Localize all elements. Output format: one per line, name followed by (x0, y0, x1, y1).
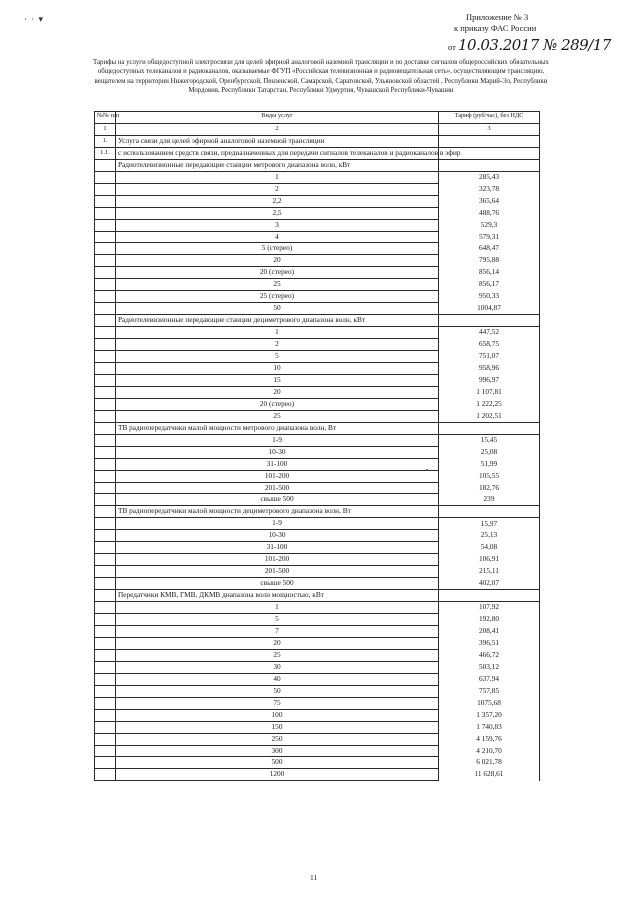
row-tariff-value: 958,96 (439, 363, 540, 375)
table-row (95, 542, 540, 554)
row-parameter: 40 (116, 673, 439, 685)
table-row (95, 363, 540, 375)
row-parameter: 10-30 (116, 530, 439, 542)
group-title: Радиотелевизионные передающие станции дециметрового диапазона волн, кВт (116, 315, 439, 327)
group-number-cell (95, 159, 116, 171)
row-tariff-value: 192,80 (439, 614, 540, 626)
table-row (95, 470, 540, 482)
row-tariff-value: 54,08 (439, 542, 540, 554)
row-number-cell (95, 231, 116, 243)
row-tariff-value: 529,3 (439, 219, 540, 231)
subsection-number: 1.1. (95, 147, 116, 159)
row-number-cell (95, 267, 116, 279)
row-number-cell (95, 482, 116, 494)
row-parameter: 25 (116, 649, 439, 661)
row-parameter: 101-200 (116, 554, 439, 566)
group-row (95, 422, 540, 434)
row-number-cell (95, 649, 116, 661)
row-number-cell (95, 494, 116, 506)
row-number-cell (95, 255, 116, 267)
row-number-cell (95, 470, 116, 482)
table-row (95, 482, 540, 494)
row-tariff-value: 4 159,76 (439, 733, 540, 745)
appendix-order: к приказу ФАС России (454, 23, 537, 33)
header-tariff: Тариф (руб/час), без НДС (439, 112, 540, 124)
table-row (95, 339, 540, 351)
row-parameter: 250 (116, 733, 439, 745)
group-row (95, 590, 540, 602)
group-title: Радиотелевизионные передающие станции метрового диапазона волн, кВт (116, 159, 439, 171)
table-row (95, 243, 540, 255)
row-number-cell (95, 614, 116, 626)
row-parameter: 100 (116, 709, 439, 721)
row-tariff-value: 106,91 (439, 554, 540, 566)
row-number-cell (95, 446, 116, 458)
table-row (95, 602, 540, 614)
row-tariff-value: 1 357,20 (439, 709, 540, 721)
section-tariff-cell (439, 135, 540, 147)
row-tariff-value: 856,17 (439, 279, 540, 291)
table-row (95, 267, 540, 279)
row-parameter: 1200 (116, 769, 439, 781)
appendix-block (448, 12, 618, 53)
table-row (95, 697, 540, 709)
row-number-cell (95, 530, 116, 542)
row-parameter: 500 (116, 757, 439, 769)
group-title: Передатчики КМВ, ГМВ, ДКМВ диапазона волн мощностью, кВт (116, 590, 439, 602)
row-tariff-value: 15,97 (439, 518, 540, 530)
scan-speck (426, 469, 428, 471)
table-row (95, 673, 540, 685)
row-number-cell (95, 721, 116, 733)
row-parameter: 2 (116, 339, 439, 351)
table-row (95, 614, 540, 626)
handwritten-date: 10.03.2017 № 289/17 (457, 36, 611, 54)
row-parameter: 2,5 (116, 207, 439, 219)
row-number-cell (95, 542, 116, 554)
table-row (95, 494, 540, 506)
row-parameter: 2,2 (116, 195, 439, 207)
group-tariff-cell (439, 315, 540, 327)
row-number-cell (95, 183, 116, 195)
row-parameter: 25 (116, 279, 439, 291)
row-number-cell (95, 637, 116, 649)
table-row (95, 566, 540, 578)
table-row (95, 733, 540, 745)
table-row (95, 374, 540, 386)
row-number-cell (95, 219, 116, 231)
row-number-cell (95, 673, 116, 685)
row-number-cell (95, 279, 116, 291)
section-title: Услуга связи для целей эфирной аналоговой наземной трансляции (116, 135, 439, 147)
row-number-cell (95, 434, 116, 446)
row-number-cell (95, 769, 116, 781)
row-number-cell (95, 518, 116, 530)
row-tariff-value: 1 222,25 (439, 398, 540, 410)
row-tariff-value: 285,43 (439, 171, 540, 183)
row-tariff-value: 25,13 (439, 530, 540, 542)
row-parameter: 50 (116, 303, 439, 315)
page-number: 11 (310, 873, 318, 882)
table-row (95, 351, 540, 363)
row-parameter: свыше 500 (116, 578, 439, 590)
row-tariff-value: 996,97 (439, 374, 540, 386)
table-row (95, 637, 540, 649)
row-number-cell (95, 709, 116, 721)
row-tariff-value: 466,72 (439, 649, 540, 661)
table-row (95, 303, 540, 315)
row-tariff-value: 447,52 (439, 327, 540, 339)
row-tariff-value: 4 210,70 (439, 745, 540, 757)
row-number-cell (95, 697, 116, 709)
row-parameter: 3 (116, 219, 439, 231)
table-row (95, 183, 540, 195)
row-parameter: 50 (116, 685, 439, 697)
row-tariff-value: 215,11 (439, 566, 540, 578)
table-row (95, 661, 540, 673)
row-number-cell (95, 327, 116, 339)
row-parameter: 5 (116, 351, 439, 363)
group-title: ТВ радиопередатчики малой мощности метрового диапазона волн, Вт (116, 422, 439, 434)
row-parameter: 1-9 (116, 518, 439, 530)
row-parameter: 25 (116, 410, 439, 422)
group-tariff-cell (439, 159, 540, 171)
table-row (95, 769, 540, 781)
row-parameter: 20 (116, 637, 439, 649)
row-number-cell (95, 554, 116, 566)
table-row (95, 255, 540, 267)
row-number-cell (95, 602, 116, 614)
row-tariff-value: 795,88 (439, 255, 540, 267)
row-number-cell (95, 207, 116, 219)
row-parameter: 5 (стерео) (116, 243, 439, 255)
group-number-cell (95, 506, 116, 518)
row-parameter: 1 (116, 327, 439, 339)
row-tariff-value: 323,78 (439, 183, 540, 195)
row-parameter: 20 (стерео) (116, 398, 439, 410)
row-number-cell (95, 745, 116, 757)
table-row (95, 625, 540, 637)
group-row (95, 159, 540, 171)
row-tariff-value: 25,08 (439, 446, 540, 458)
table-row (95, 434, 540, 446)
row-parameter: 31-100 (116, 542, 439, 554)
table-row (95, 398, 540, 410)
appendix-title: Приложение № 3 (466, 12, 529, 22)
row-number-cell (95, 625, 116, 637)
row-tariff-value: 208,41 (439, 625, 540, 637)
table-row (95, 578, 540, 590)
row-tariff-value: 182,76 (439, 482, 540, 494)
tariff-table (94, 111, 540, 781)
row-tariff-value: 1 202,51 (439, 410, 540, 422)
row-parameter: 25 (стерео) (116, 291, 439, 303)
header-services: Виды услуг (116, 112, 439, 124)
row-tariff-value: 1 740,83 (439, 721, 540, 733)
row-number-cell (95, 243, 116, 255)
table-row (95, 554, 540, 566)
row-tariff-value: 579,31 (439, 231, 540, 243)
row-parameter: 150 (116, 721, 439, 733)
table-row (95, 757, 540, 769)
row-parameter: 201-500 (116, 566, 439, 578)
table-row (95, 327, 540, 339)
row-number-cell (95, 661, 116, 673)
column-index: 1 (95, 123, 116, 135)
row-tariff-value: 51,99 (439, 458, 540, 470)
row-number-cell (95, 363, 116, 375)
row-tariff-value: 396,51 (439, 637, 540, 649)
header-num: №№ п/п (95, 112, 116, 124)
appendix-date (448, 36, 618, 54)
row-tariff-value: 950,33 (439, 291, 540, 303)
subsection-row (95, 147, 540, 159)
row-parameter: 201-500 (116, 482, 439, 494)
row-tariff-value: 1075,68 (439, 697, 540, 709)
row-parameter: 15 (116, 374, 439, 386)
row-tariff-value: 751,07 (439, 351, 540, 363)
row-parameter: 2 (116, 183, 439, 195)
row-tariff-value: 15,45 (439, 434, 540, 446)
row-tariff-value: 107,92 (439, 602, 540, 614)
table-row (95, 446, 540, 458)
row-tariff-value: 105,55 (439, 470, 540, 482)
row-parameter: 20 (стерео) (116, 267, 439, 279)
row-parameter: 1 (116, 602, 439, 614)
row-parameter: 101-200 (116, 470, 439, 482)
row-number-cell (95, 685, 116, 697)
section-number: 1. (95, 135, 116, 147)
row-parameter: 1 (116, 171, 439, 183)
group-tariff-cell (439, 506, 540, 518)
table-row (95, 291, 540, 303)
row-parameter: 1-9 (116, 434, 439, 446)
group-title: ТВ радиопередатчики малой мощности дециметрового диапазона волн, Вт (116, 506, 439, 518)
row-number-cell (95, 458, 116, 470)
row-number-cell (95, 398, 116, 410)
corner-marks: · · ▾ (24, 14, 45, 24)
row-number-cell (95, 303, 116, 315)
row-parameter: 10-30 (116, 446, 439, 458)
table-row (95, 386, 540, 398)
table-row (95, 207, 540, 219)
table-row (95, 709, 540, 721)
row-number-cell (95, 351, 116, 363)
row-tariff-value: 6 021,78 (439, 757, 540, 769)
row-tariff-value: 1 107,81 (439, 386, 540, 398)
table-row (95, 721, 540, 733)
table-row (95, 685, 540, 697)
row-number-cell (95, 733, 116, 745)
column-index: 2 (116, 123, 439, 135)
row-number-cell (95, 374, 116, 386)
date-prefix: от (448, 42, 456, 52)
table-row (95, 410, 540, 422)
table-row (95, 745, 540, 757)
row-number-cell (95, 291, 116, 303)
row-number-cell (95, 171, 116, 183)
table-row (95, 458, 540, 470)
row-parameter: 30 (116, 661, 439, 673)
row-tariff-value: 402,07 (439, 578, 540, 590)
group-tariff-cell (439, 590, 540, 602)
row-tariff-value: 856,14 (439, 267, 540, 279)
row-tariff-value: 239 (439, 494, 540, 506)
column-index: 3 (439, 123, 540, 135)
row-parameter: 75 (116, 697, 439, 709)
row-tariff-value: 1004,87 (439, 303, 540, 315)
table-row (95, 219, 540, 231)
table-row (95, 518, 540, 530)
section-row (95, 135, 540, 147)
row-tariff-value: 658,75 (439, 339, 540, 351)
row-tariff-value: 757,85 (439, 685, 540, 697)
table-row (95, 231, 540, 243)
row-number-cell (95, 339, 116, 351)
group-number-cell (95, 315, 116, 327)
row-parameter: 5 (116, 614, 439, 626)
row-number-cell (95, 410, 116, 422)
row-tariff-value: 648,47 (439, 243, 540, 255)
row-number-cell (95, 578, 116, 590)
row-tariff-value: 488,76 (439, 207, 540, 219)
intro-paragraph: Тарифы на услуги общедоступной электросвязи для целей эфирной аналоговой наземной трансляции и по доставке сигналов общероссийских обязательных общедоступных телеканалов и радиоканалов, оказываемые ФГУП «Российская телевизионная и радиовещательная сеть», осуществляющим трансляцию, вещателем на территории Нижегородской, Оренбургской, Пензенской, Самарской, Саратовской, Ульяновской областей , Республики Марий-Эл, Республики Мордовия, Республики Татарстан, Республики Удмуртия, Чувашской Республики-Чувашии (93, 59, 549, 95)
row-parameter: 7 (116, 625, 439, 637)
table-row (95, 195, 540, 207)
row-tariff-value: 11 628,61 (439, 769, 540, 781)
row-number-cell (95, 566, 116, 578)
row-parameter: 20 (116, 386, 439, 398)
row-number-cell (95, 757, 116, 769)
row-tariff-value: 637,94 (439, 673, 540, 685)
row-parameter: свыше 500 (116, 494, 439, 506)
group-number-cell (95, 590, 116, 602)
group-number-cell (95, 422, 116, 434)
row-parameter: 20 (116, 255, 439, 267)
column-index-row (95, 123, 540, 135)
table-row (95, 649, 540, 661)
row-parameter: 10 (116, 363, 439, 375)
group-row (95, 315, 540, 327)
row-number-cell (95, 386, 116, 398)
table-row (95, 279, 540, 291)
row-parameter: 300 (116, 745, 439, 757)
group-row (95, 506, 540, 518)
group-tariff-cell (439, 422, 540, 434)
row-parameter: 4 (116, 231, 439, 243)
row-parameter: 31-100 (116, 458, 439, 470)
row-tariff-value: 503,12 (439, 661, 540, 673)
table-row (95, 530, 540, 542)
row-number-cell (95, 195, 116, 207)
subsection-title: с использованием средств связи, предназначенных для передачи сигналов телеканалов и радиоканалов в эфир (116, 147, 439, 159)
table-header-row (95, 112, 540, 124)
row-tariff-value: 365,64 (439, 195, 540, 207)
table-row (95, 171, 540, 183)
